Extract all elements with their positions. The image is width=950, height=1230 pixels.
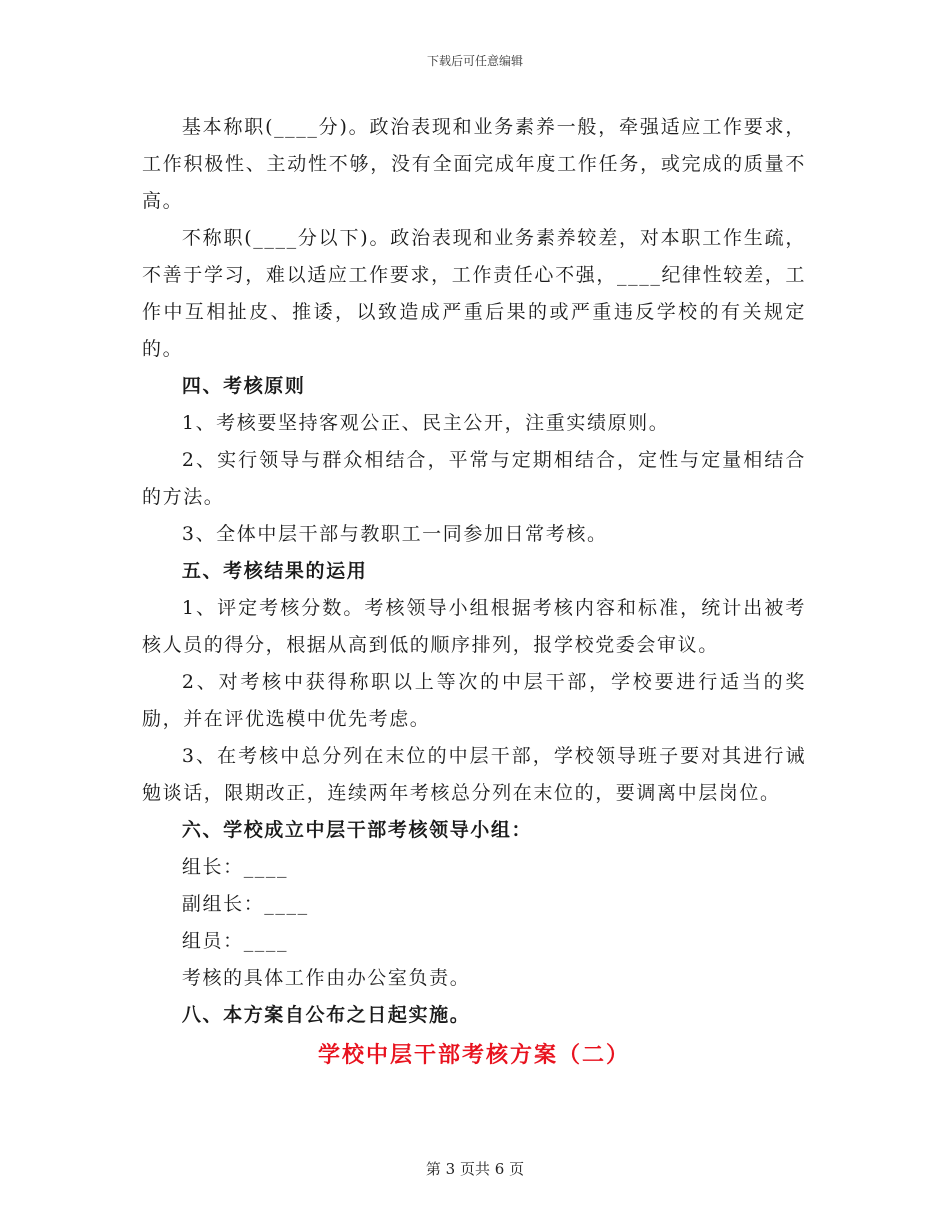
page-footer: 第 3 页共 6 页 (425, 1160, 525, 1178)
result-item: 1、评定考核分数。考核领导小组根据考核内容和标准，统计出被考核人员的得分，根据从高到低的顺序排列，报学校党委会审议。 (142, 597, 806, 656)
principle-item: 1、考核要坚持客观公正、民主公开，注重实绩原则。 (181, 412, 670, 434)
section-heading-group: 六、学校成立中层干部考核领导小组： (181, 819, 533, 841)
paragraph-basic-competent: 基本称职(____分)。政治表现和业务素养一般，牵强适应工作要求，工作积极性、主动性不够，没有全面完成年度工作任务，或完成的质量不高。 (142, 116, 806, 212)
result-item: 3、在考核中总分列在末位的中层干部，学校领导班子要对其进行诫勉谈话，限期改正，连续两年考核总分列在末位的，要调离中层岗位。 (142, 745, 806, 804)
principle-item: 2、实行领导与群众相结合，平常与定期相结合，定性与定量相结合的方法。 (142, 449, 806, 508)
result-item: 2、对考核中获得称职以上等次的中层干部，学校要进行适当的奖励，并在评优选模中优先考虑。 (142, 671, 806, 730)
group-members-line: 组员：____ (181, 930, 289, 952)
principle-item: 3、全体中层干部与教职工一同参加日常考核。 (181, 523, 608, 545)
section-heading-results: 五、考核结果的运用 (181, 560, 368, 582)
office-responsibility-line: 考核的具体工作由办公室负责。 (181, 967, 471, 989)
section-heading-principles: 四、考核原则 (181, 375, 306, 397)
document-body (142, 109, 806, 1074)
paragraph-incompetent: 不称职(____分以下)。政治表现和业务素养较差，对本职工作生疏，不善于学习，难以适应工作要求，工作责任心不强，____纪律性较差，工作中互相扯皮、推诿，以致造成严重后果的或严重违反学校的有关规定的。 (142, 227, 806, 360)
group-leader-line: 组长：____ (181, 856, 289, 878)
next-document-title: 学校中层干部考核方案（二） (317, 1042, 630, 1068)
page-header: 下载后可任意编辑 (426, 54, 523, 68)
deputy-leader-line: 副组长：____ (181, 893, 309, 915)
section-heading-implementation: 八、本方案自公布之日起实施。 (181, 1004, 471, 1026)
